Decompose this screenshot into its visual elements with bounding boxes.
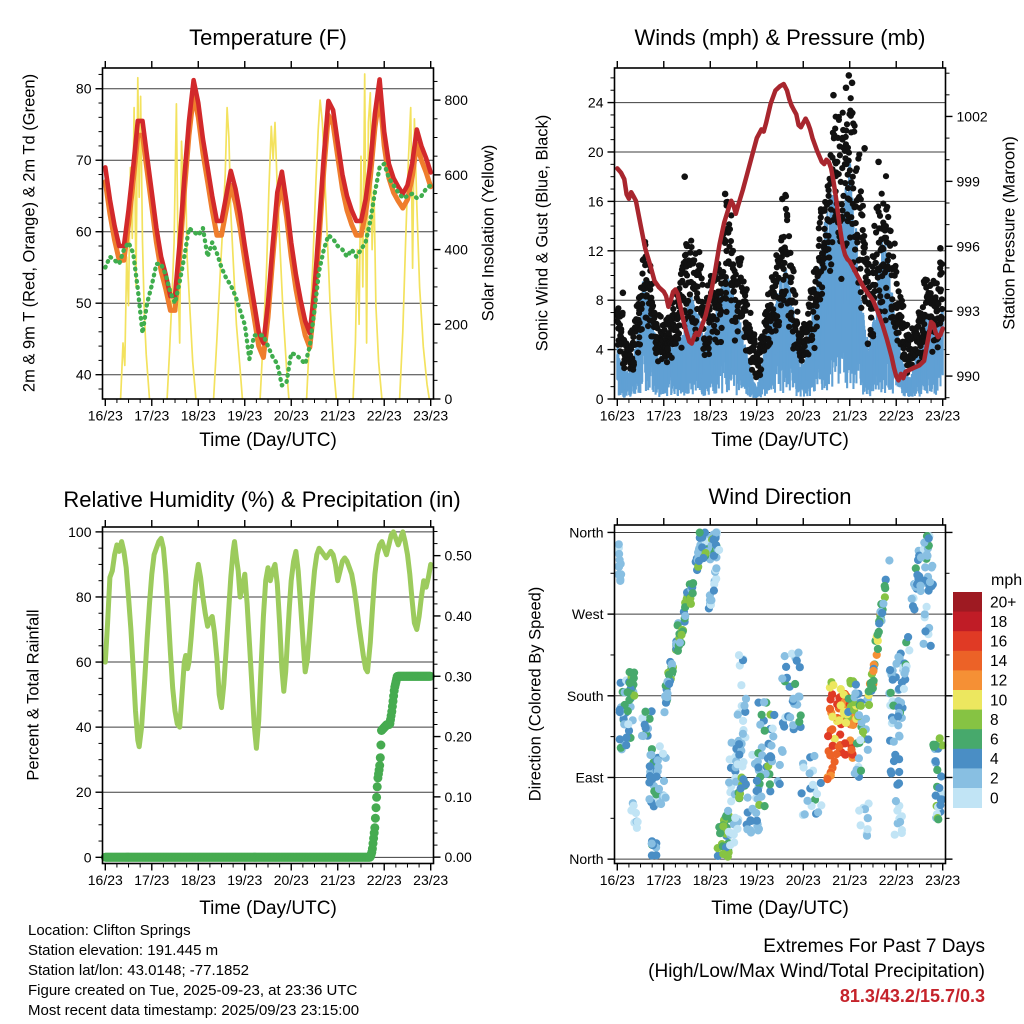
humidity-chart-title: Relative Humidity (%) & Precipitation (in) [63,487,461,512]
wind-direction-chart-title: Wind Direction [708,484,852,509]
svg-text:60: 60 [75,654,92,671]
svg-text:600: 600 [444,166,468,183]
svg-text:8: 8 [990,711,999,729]
speed-colorbar [953,592,1016,808]
svg-text:19/23: 19/23 [227,872,263,888]
svg-text:16: 16 [587,193,604,210]
station-latlon: Station lat/lon: 43.0148; -77.1852 [28,962,250,979]
temperature-chart [76,61,468,424]
extremes-footer [648,935,985,1009]
svg-text:0.40: 0.40 [444,607,472,624]
svg-text:996: 996 [956,238,980,255]
extremes-title: Extremes For Past 7 Days [763,936,985,957]
svg-text:20/23: 20/23 [785,407,821,424]
humidity-series [105,532,430,748]
svg-text:8: 8 [595,292,604,309]
svg-text:10: 10 [990,692,1008,710]
svg-text:0.20: 0.20 [444,728,472,745]
svg-text:22/23: 22/23 [366,872,402,888]
svg-text:20+: 20+ [990,594,1017,612]
svg-text:21/23: 21/23 [832,407,868,424]
wind_direction-chart [567,518,961,888]
svg-text:21/23: 21/23 [320,872,356,888]
svg-text:50: 50 [75,295,92,312]
svg-text:6: 6 [990,731,999,749]
colorbar-unit-label: mph [991,572,1023,589]
svg-text:23/23: 23/23 [413,872,449,888]
svg-text:18/23: 18/23 [180,407,216,424]
svg-text:60: 60 [75,223,92,240]
extremes-subtitle: (High/Low/Max Wind/Total Precipitation) [648,960,985,982]
svg-text:2: 2 [990,770,999,788]
svg-text:17/23: 17/23 [134,407,170,424]
precip-series [101,672,435,862]
svg-text:16: 16 [990,633,1008,651]
svg-text:23/23: 23/23 [925,872,961,888]
svg-text:East: East [575,769,604,786]
svg-text:0.30: 0.30 [444,668,472,685]
station-info-footer [28,921,359,1021]
svg-text:0.10: 0.10 [444,788,472,805]
svg-text:18: 18 [990,613,1008,631]
winds-chart-title: Winds (mph) & Pressure (mb) [634,25,926,50]
humidity-yaxis-left-label: Percent & Total Rainfall [24,609,43,781]
svg-text:22/23: 22/23 [878,407,914,424]
svg-text:200: 200 [444,316,468,333]
svg-text:4: 4 [595,341,604,358]
svg-text:17/23: 17/23 [134,872,170,888]
svg-text:20: 20 [75,784,92,801]
svg-text:16/23: 16/23 [87,872,123,888]
svg-text:80: 80 [75,80,92,97]
svg-text:23/23: 23/23 [925,407,961,424]
svg-text:16/23: 16/23 [87,407,123,424]
svg-text:18/23: 18/23 [692,872,728,888]
svg-text:100: 100 [68,523,92,540]
svg-text:West: West [571,606,604,623]
svg-text:12: 12 [990,672,1008,690]
svg-text:40: 40 [75,719,92,736]
svg-text:19/23: 19/23 [227,407,263,424]
svg-text:North: North [569,851,604,868]
svg-text:18/23: 18/23 [692,407,728,424]
svg-text:12: 12 [587,242,604,259]
wind-direction-yaxis-left-label: Direction (Colored By Speed) [526,586,545,802]
svg-text:993: 993 [956,303,980,320]
temperature-chart-title: Temperature (F) [189,25,347,50]
svg-text:16/23: 16/23 [599,407,635,424]
svg-text:19/23: 19/23 [739,872,775,888]
svg-text:17/23: 17/23 [646,872,682,888]
station-elevation: Station elevation: 191.445 m [28,942,219,959]
data-timestamp: Most recent data timestamp: 2025/09/23 23:15:00 [28,1002,360,1019]
wind-direction-dots [614,528,947,860]
svg-text:0.50: 0.50 [444,547,472,564]
temperature-xaxis-label: Time (Day/UTC) [199,430,337,451]
svg-text:1002: 1002 [956,108,988,125]
svg-text:20/23: 20/23 [785,872,821,888]
svg-text:999: 999 [956,173,980,190]
svg-text:0: 0 [444,391,453,407]
svg-text:21/23: 21/23 [832,872,868,888]
winds-chart [588,61,988,424]
svg-text:0: 0 [990,790,999,808]
humidity-xaxis-label: Time (Day/UTC) [199,898,337,919]
svg-text:17/23: 17/23 [646,407,682,424]
figure-created: Figure created on Tue, 2025-09-23, at 23:36 UTC [28,982,358,999]
svg-text:18/23: 18/23 [180,872,216,888]
wind-gust-yaxis-left-label: Sonic Wind & Gust (Blue, Black) [533,114,552,352]
svg-text:19/23: 19/23 [739,407,775,424]
svg-text:0.00: 0.00 [444,849,472,866]
svg-text:24: 24 [587,94,604,111]
svg-text:800: 800 [444,92,468,109]
wind-direction-xaxis-label: Time (Day/UTC) [711,898,849,919]
svg-text:20/23: 20/23 [273,872,309,888]
svg-text:40: 40 [75,366,92,383]
svg-text:400: 400 [444,241,468,258]
svg-text:20/23: 20/23 [273,407,309,424]
svg-text:990: 990 [956,368,980,385]
svg-text:20: 20 [587,143,604,160]
svg-text:70: 70 [75,152,92,169]
winds-xaxis-label: Time (Day/UTC) [711,430,849,451]
rh_precip-chart [68,520,472,888]
extremes-values: 81.3/43.2/15.7/0.3 [839,986,985,1006]
svg-text:14: 14 [990,653,1008,671]
svg-text:0: 0 [595,391,604,407]
svg-text:16/23: 16/23 [599,872,635,888]
pressure-yaxis-right-label: Station Pressure (Maroon) [1000,136,1019,330]
svg-text:80: 80 [75,588,92,605]
temperature-yaxis-left-label: 2m & 9m T (Red, Orange) & 2m Td (Green) [20,73,39,393]
station-location: Location: Clifton Springs [28,922,191,939]
svg-text:23/23: 23/23 [413,407,449,424]
solar-yaxis-right-label: Solar Insolation (Yellow) [479,144,498,322]
svg-text:4: 4 [990,751,999,769]
svg-text:21/23: 21/23 [320,407,356,424]
svg-text:0: 0 [83,849,92,866]
svg-text:North: North [569,524,604,541]
svg-text:22/23: 22/23 [878,872,914,888]
svg-text:22/23: 22/23 [366,407,402,424]
svg-text:South: South [566,687,604,704]
